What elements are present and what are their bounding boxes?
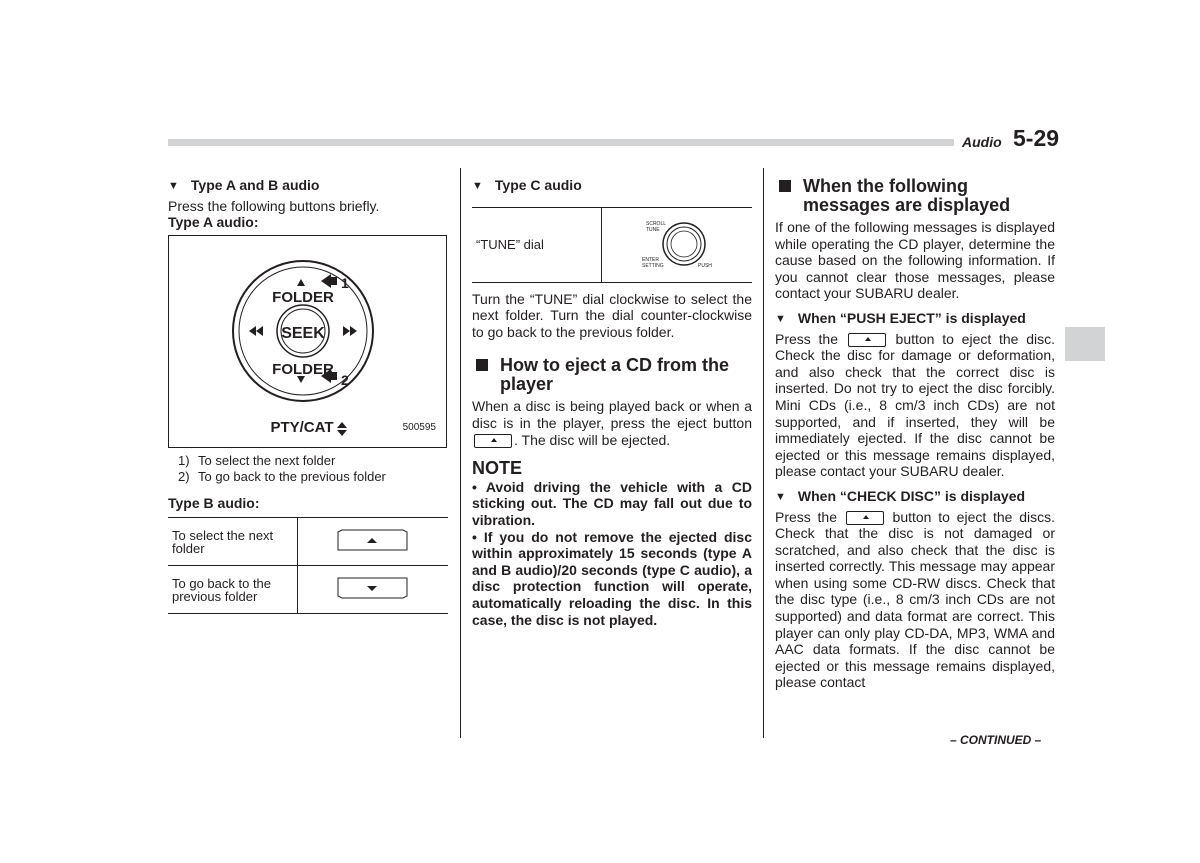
eject-button-icon	[474, 434, 512, 448]
figure-number: 500595	[402, 422, 436, 434]
legend-item: 1) To select the next folder	[178, 452, 336, 468]
intro-text: Press the following buttons briefly.	[168, 197, 380, 214]
subheading-type-ab: ▼ Type A and B audio	[168, 177, 320, 193]
column-1	[168, 177, 448, 614]
dial-label-scroll: SCROLL	[646, 220, 667, 227]
table-cell-icon	[602, 207, 753, 282]
audio-control-dial-illustration	[169, 236, 446, 447]
page-number: 5-29	[1013, 125, 1060, 151]
tune-dial-label: “TUNE” dial	[472, 207, 602, 282]
note-heading: NOTE	[472, 458, 523, 479]
subheading-check-disc: ▼ When “CHECK DISC” is displayed	[775, 487, 1026, 504]
dial-label-tune: TUNE	[646, 226, 660, 233]
note-item-1: • Avoid driving the vehicle with a CD sticking out. The CD may fall out due to vibration.	[472, 478, 752, 528]
type-b-label: Type B audio:	[168, 494, 260, 511]
type-b-table	[168, 517, 448, 614]
continued-label: – CONTINUED –	[950, 733, 1042, 747]
square-bullet-icon	[779, 180, 791, 192]
dial-label-push: PUSH	[698, 262, 712, 269]
table-cell-icon	[298, 518, 449, 566]
type-a-figure	[168, 235, 447, 448]
section-title: Audio	[962, 134, 1002, 150]
subheading-push-eject: ▼ When “PUSH EJECT” is displayed	[775, 309, 1026, 326]
dial-label-enter: ENTER	[642, 256, 659, 263]
table-row	[168, 518, 448, 566]
legend-item: 2) To go back to the previous folder	[178, 468, 386, 484]
tune-dial-table	[472, 207, 752, 283]
callout-legend	[168, 453, 448, 485]
tune-instructions: Turn the “TUNE” dial clockwise to select the next folder. Turn the dial counter-clockwise to go back to the previous folder.	[472, 290, 752, 340]
folder-top-label: FOLDER	[272, 288, 334, 306]
check-disc-text: Press the button to eject the discs. Check that the disc is not damaged or scratched, and also check that the disc is inserted correctly. This message may appear when using some CD-RW discs. Check that the disc type (i.e., 8 cm/3 inch CDs are not supported) and data format are correct. This player can only play CD-DA, MP3, WMA and AAC data formats. If the disc cannot be ejected or this message remains displayed, please contact	[775, 508, 1056, 691]
eject-instructions: When a disc is being played back or when a disc is in the player, press the eject button . The disc will be ejected.	[472, 398, 752, 448]
triangle-bullet-icon: ▼	[775, 312, 786, 325]
table-cell-label: To go back to the previous folder	[168, 566, 298, 614]
eject-button-icon	[846, 511, 884, 525]
thumb-tab	[1065, 327, 1105, 361]
seek-label: SEEK	[281, 324, 325, 342]
table-row	[472, 207, 752, 282]
push-eject-text: Press the button to eject the disc. Check the disc for damage or deformation, and also check that the correct disc is inserted. Do not try to eject the disc forcibly. Mini CDs (i.e., 8 cm/3 inch CDs) are not supported, and if inserted, they will be immediately ejected. If the disc cannot be ejected or this message remains displayed, please contact your SUBARU dealer.	[775, 330, 1056, 480]
triangle-bullet-icon: ▼	[472, 180, 483, 192]
subheading-type-c: ▼ Type C audio	[472, 177, 582, 193]
column-divider-2	[763, 168, 764, 738]
note-item-2: • If you do not remove the ejected disc within approximately 15 seconds (type A and B audio)/20 seconds (type C audio), a disc protection function will operate, automatically reloading the disc. In this case, the disc is not played.	[472, 528, 753, 628]
eject-button-icon	[848, 333, 886, 347]
tune-dial-icon	[602, 208, 752, 280]
table-cell-icon	[298, 566, 449, 614]
triangle-bullet-icon: ▼	[775, 490, 786, 503]
heading-messages: When the following messages are displayed	[775, 177, 1055, 215]
heading-eject: How to eject a CD from the player	[472, 356, 752, 394]
messages-intro: If one of the following messages is displayed while operating the CD player, determine the cause based on the following information. If you cannot clear those messages, please contact your SUBARU dealer.	[775, 219, 1055, 302]
table-row	[168, 566, 448, 614]
table-cell-label: To select the next folder	[168, 518, 298, 566]
column-3	[775, 177, 1055, 691]
dial-label-setting: SETTING	[642, 262, 664, 269]
up-arrow-button-icon	[298, 526, 448, 556]
callout-1: 1	[341, 274, 349, 291]
column-divider-1	[460, 168, 461, 738]
column-2	[472, 177, 752, 628]
ptycat-label: PTY/CAT	[270, 418, 334, 436]
square-bullet-icon	[476, 359, 488, 371]
callout-2: 2	[341, 371, 349, 388]
down-arrow-button-icon	[298, 574, 448, 604]
header-rule	[168, 139, 954, 146]
type-a-label: Type A audio:	[168, 214, 259, 231]
folder-bottom-label: FOLDER	[272, 360, 334, 378]
triangle-bullet-icon: ▼	[168, 180, 179, 192]
